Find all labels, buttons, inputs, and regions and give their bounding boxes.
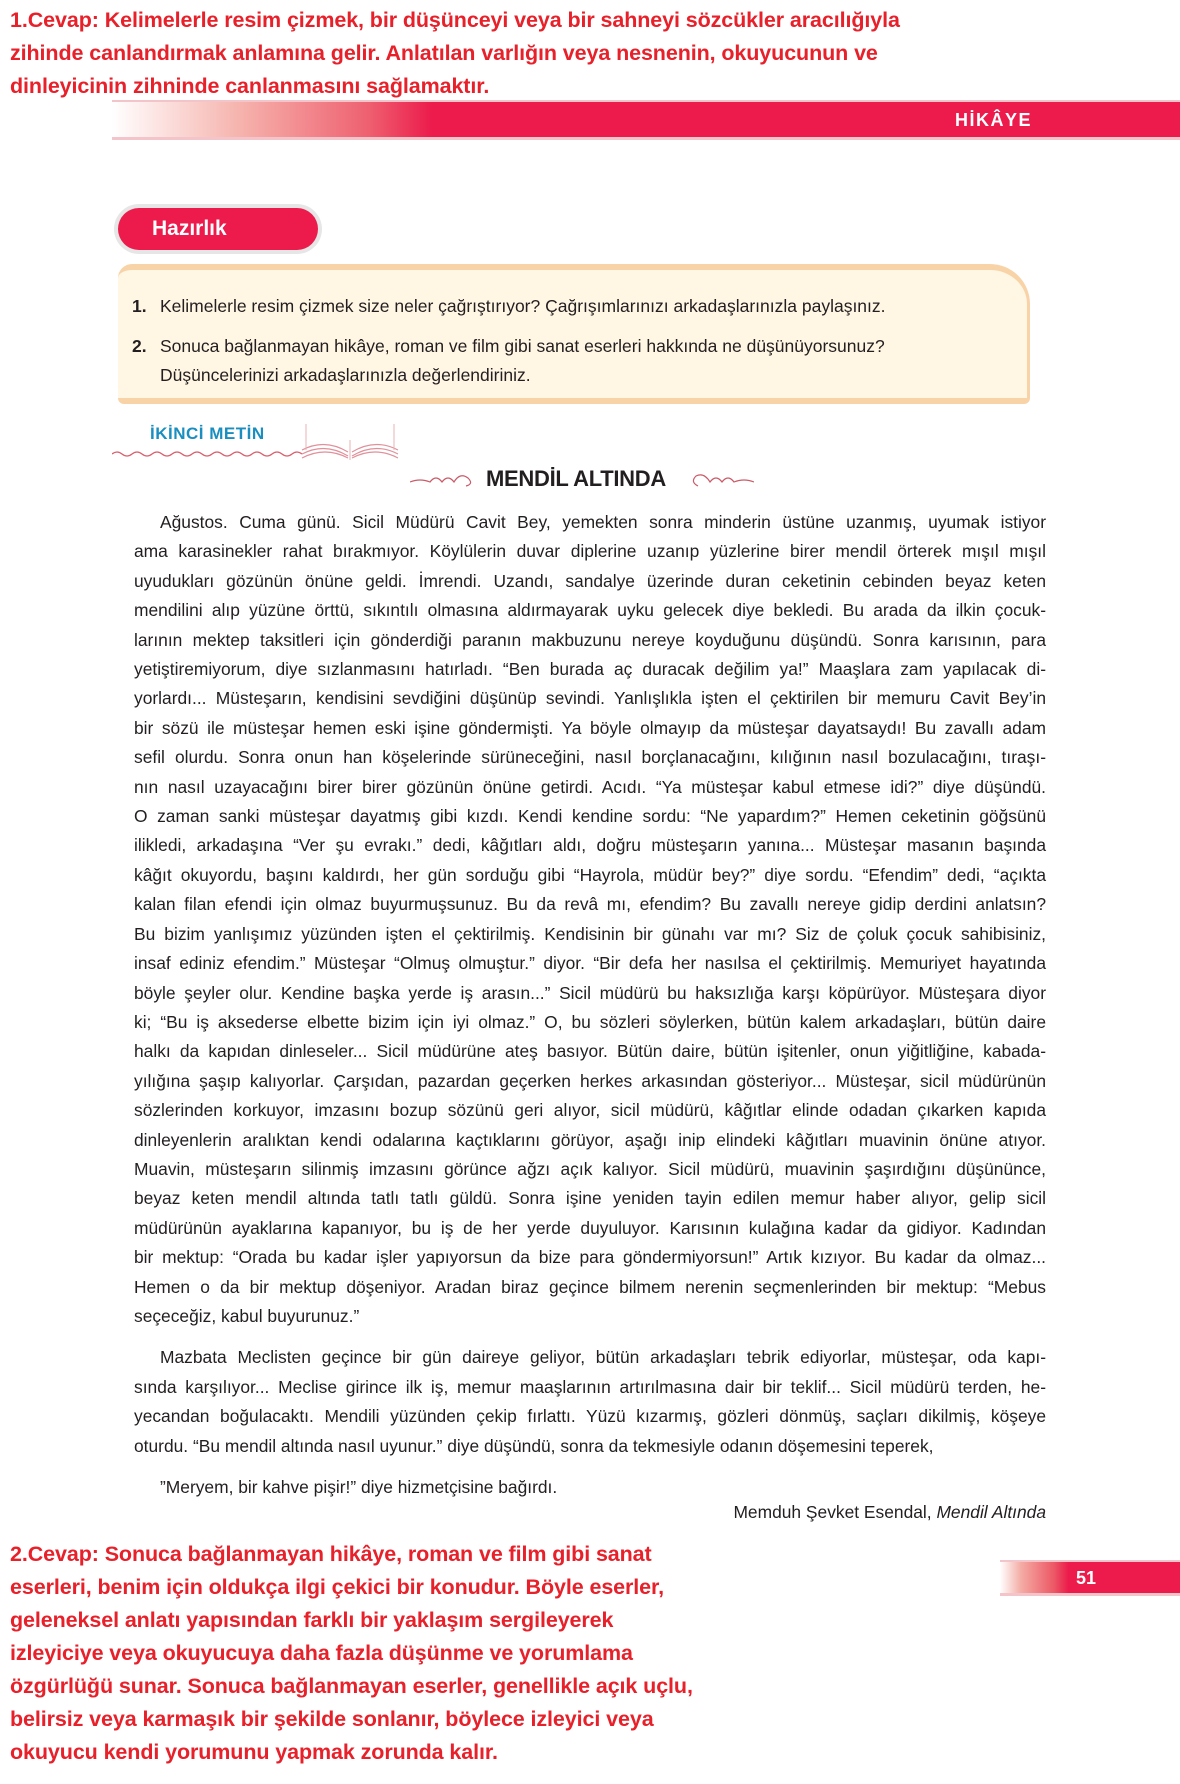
story-line: Bu bizim yanlışımız yüzünden işten el çektirilmiş. Kendisinin bir günahı var mı? Siz de çoluk çocuk sahibisiniz,: [134, 923, 1046, 944]
story-line: sında karşılıyor... Meclise girince ilk iş, memur maaşlarının artırılmasına dair bir teklif... Sicil müdürü terden, he-: [134, 1376, 1046, 1397]
story-line: ama karasinekler rahat bırakmıyor. Köylülerin duvar diplerine uzanıp yüzlerine birer mendil örterek mışıl mışıl: [134, 541, 1046, 562]
story-body: [134, 508, 1046, 1502]
story-line: ilikledi, arkadaşına “Ver şu evrakı.” dedi, kâğıtları aldı, doğru müsteşarın yanına... Müsteşar masanın başında: [134, 835, 1046, 856]
story-line: beyaz keten mendil altında tatlı tatlı güldü. Sonra işine yeniden tayin edilen memur haber alıyor, gelip sicil: [134, 1188, 1046, 1209]
story-paragraph: [134, 508, 1046, 1331]
story-line: oturdu. “Bu mendil altında nasıl uyunur.” diye düşündü, sonra da tekmesiyle odanın döşemesini teperek,: [134, 1435, 934, 1456]
section-header-band: [112, 100, 1180, 140]
story-line: sözlerinden korkuyor, imzasını bozup sözünü geri alıyor, sicil müdürü, kâğıtlar elinde odadan çıkarken kapıda: [134, 1100, 1046, 1121]
story-line: yetiştiremiyorum, diye sızlanmasını hatırladı. “Ben burada aç duracak değilim ya!” Maaşlara zam yapılacak di-: [134, 659, 1046, 680]
preparation-heading: [118, 208, 318, 250]
wave-divider-icon: [112, 448, 302, 460]
story-line: kâğıt okuyordu, başını kaldırdı, her gün sorduğu gibi “Hayrola, müdür bey?” diye sordu. “Efendim” dedi, “açıkta: [134, 864, 1046, 885]
story-line: ”Meryem, bir kahve pişir!” diye hizmetçisine bağırdı.: [160, 1477, 558, 1497]
swirl-ornament-icon: [688, 470, 754, 490]
answer-2-line: eserleri, benim için oldukça ilgi çekici bir konudur. Böyle eserler,: [10, 1575, 664, 1599]
story-attribution: [733, 1502, 1046, 1523]
attribution-author: Memduh Şevket Esendal,: [733, 1502, 937, 1522]
story-line: dinleyenlerin aralıktan kendi odalarına kaçtıklarını görüyor, aşağı inip elindeki kâğıtları muavinin önüne atıyor.: [134, 1129, 1046, 1150]
swirl-ornament-icon: [410, 470, 476, 490]
answer-2-line: okuyucu kendi yorumunu yapmak zorunda kalır.: [10, 1740, 498, 1764]
story-line: ki; “Bu iş aksederse elbette bizim için iyi olmaz.” O, bu sözleri söylerken, bütün kalem arkadaşları, bütün daire: [134, 1011, 1046, 1032]
answer-2-line: geleneksel anlatı yapısından farklı bir yaklaşım sergileyerek: [10, 1608, 614, 1632]
preparation-questions-box: [118, 264, 1030, 404]
story-line: halkı da kapıdan dinleseler... Sicil müdürüne ateş basıyor. Bütün daire, bütün işitenler, onun yiğitliğine, kabada-: [134, 1041, 1046, 1062]
page-number-band: [1000, 1560, 1180, 1596]
story-line: böyle şeyler olur. Kendine başka yerde iş arasın...” Sicil müdürü bu haksızlığa karşı köpürüyor. Müsteşara diyor: [134, 982, 1046, 1003]
story-line: mendilini alıp yüzüne örttü, sıkıntılı olmasına aldırmayarak uyku gelecek diye bekledi. Bu arada da ilkin çocuk-: [134, 600, 1046, 621]
answer-2-text: [10, 1538, 770, 1769]
story-line: yorlardı... Müsteşarın, kendisini sevdiğini düşünüp sevindi. Yanlışlıkla işten el çektirilen bir memuru Cavit Bey’in: [134, 688, 1046, 709]
answer-2-line: 2.Cevap: Sonuca bağlanmayan hikâye, roman ve film gibi sanat: [10, 1542, 652, 1566]
preparation-question: [132, 332, 920, 390]
story-paragraph: [134, 1343, 1046, 1461]
page-number: 51: [1076, 1568, 1097, 1588]
story-line: kalan filan efendi için olmaz buyurmuşsunuz. Bu da revâ mı, efendim? Bu zavallı nereye gidip derdini anlatsın?: [134, 894, 1046, 915]
story-line: insaf ediniz efendim.” Müsteşar “Olmuş olmuştur.” diyor. “Bir defa her nasılsa el çektirilmiş. Memuriyet hayatında: [134, 953, 1046, 974]
story-line: larının mektep taksitleri için gönderdiği paranın makbuzunu nereye koyduğunu düşündü. Sonra karısının, para: [134, 629, 1046, 650]
question-number: 2.: [132, 336, 147, 356]
story-title-block: [410, 464, 770, 494]
attribution-work: Mendil Altında: [936, 1502, 1046, 1522]
preparation-question: [132, 292, 990, 321]
story-line: Muavin, müsteşarın silinmiş imzasını görünce ağzı açık kalıyor. Sicil müdürü, muavinin şaşırdığını düşününce,: [134, 1158, 1046, 1179]
answer-1-line: 1.Cevap: Kelimelerle resim çizmek, bir düşünceyi veya bir sahneyi sözcükler aracılığıyla: [10, 8, 900, 32]
story-title: MENDİL ALTINDA: [486, 466, 666, 491]
answer-2-line: izleyiciye veya okuyucuya daha fazla düşünme ve yorumlama: [10, 1641, 633, 1665]
preparation-title: Hazırlık: [152, 217, 227, 240]
answer-1-text: [10, 4, 1010, 103]
story-line: Ağustos. Cuma günü. Sicil Müdürü Cavit Bey, yemekten sonra minderin üstüne uzanmış, uyumak istiyor: [160, 512, 1046, 532]
story-line: bir mektup: “Orada bu kadar işler yapıyorsun da bize para göndermiyorsun!” Artık kızıyor. Bu kadar da olmaz...: [134, 1247, 1046, 1268]
story-line: yecandan boğulacaktı. Mendili yüzünden çekip fırlattı. Yüzü kızarmış, gözleri dönmüş, saçları dikilmiş, köşeye: [134, 1406, 1046, 1427]
story-line: bir sözü ile müsteşar hemen eski işine göndermişti. Ya böyle olmayıp da müsteşar dayatsaydı! Bu zavallı adam: [134, 717, 1046, 738]
story-paragraph: [134, 1473, 1046, 1502]
section-label: HİKÂYE: [954, 110, 1032, 130]
story-line: seçeceğiz, kabul buyurunuz.”: [134, 1305, 360, 1326]
answer-2-line: belirsiz veya karmaşık bir şekilde sonlanır, böylece izleyici veya: [10, 1707, 654, 1731]
question-text: Sonuca bağlanmayan hikâye, roman ve film gibi sanat eserleri hakkında ne düşünüyorsunuz? Düşüncelerinizi arkadaşlarınızla değerlendiriniz.: [160, 336, 885, 385]
question-number: 1.: [132, 296, 147, 316]
text-section-label: İKİNCİ METİN: [150, 424, 265, 443]
answer-2-line: özgürlüğü sunar. Sonuca bağlanmayan eserler, genellikle açık uçlu,: [10, 1674, 693, 1698]
answer-1-line: zihinde canlandırmak anlamına gelir. Anlatılan varlığın veya nesnenin, okuyucunun ve: [10, 41, 878, 65]
open-book-icon: [300, 420, 400, 460]
story-line: O zaman sanki müsteşar dayatmış gibi kızdı. Kendi kendine sordu: “Ne yapardım?” Hemen ceketinin göğsünü: [134, 806, 1046, 827]
answer-1-line: dinleyicinin zihninde canlanmasını sağlamaktır.: [10, 74, 490, 98]
story-line: uyudukları gözünün önüne geldi. İmrendi. Uzandı, sandalye üzerinde duran ceketinin cebinden beyaz keten: [134, 570, 1046, 591]
story-line: sefil olurdu. Sonra onun han köşelerinde sürüneceğini, nasıl borçlanacağını, kılığının nasıl bozulacağını, tıraşı-: [134, 747, 1046, 768]
question-text: Kelimelerle resim çizmek size neler çağrıştırıyor? Çağrışımlarınızı arkadaşlarınızla paylaşınız.: [160, 296, 886, 316]
story-line: nın nasıl uzayacağını birer birer gözünün önüne getirdi. Acıdı. “Ya müsteşar kabul etmese idi?” diye düşündü.: [134, 776, 1046, 797]
story-line: Hemen o da bir mektup döşeniyor. Aradan biraz geçince bilmem nerenin seçmenlerinden bir mektup: “Mebus: [134, 1276, 1046, 1297]
story-line: yılığına şaşıp kalıyorlar. Çarşıdan, pazardan geçerken herkes arkasından gösteriyor... Müsteşar, sicil müdürünün: [134, 1070, 1046, 1091]
story-line: müdürünün ayaklarına kapanıyor, bu iş de her yerde duyuluyor. Karısının kulağına kadar da gidiyor. Kadından: [134, 1217, 1046, 1238]
story-line: Mazbata Meclisten geçince bir gün daireye geliyor, bütün arkadaşları tebrik ediyorlar, müsteşar, oda kapı-: [160, 1347, 1046, 1368]
